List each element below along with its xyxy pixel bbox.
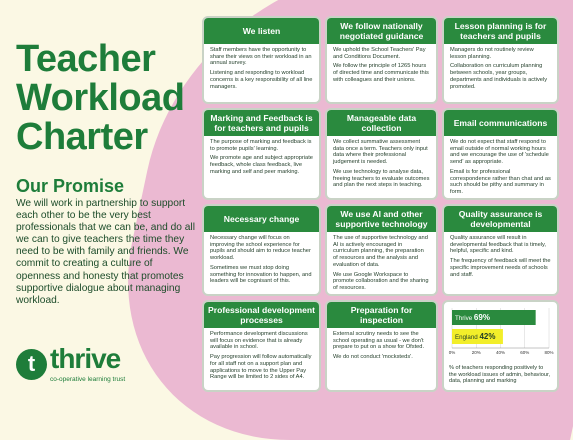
card-title: We listen [204, 18, 319, 44]
card-text: Email is for professional correspondence rather than chat and as such should be pithy and summary in form. [450, 168, 551, 195]
bar-label [455, 313, 490, 322]
x-tick-label: 80% [544, 350, 554, 355]
workload-bar-chart [444, 302, 557, 360]
title-line-1: Teacher [16, 38, 156, 80]
page-title [16, 40, 196, 157]
promise-heading: Our Promise [16, 176, 125, 196]
card-inspection [325, 300, 438, 392]
card-text: Performance development discussions will focus on evidence that is already available in school. [210, 331, 308, 351]
card-ai-technology [325, 204, 438, 296]
card-text: We do not conduct 'mocksteds'. [333, 354, 413, 361]
card-title: Manageable data collection [327, 110, 436, 136]
card-text: We follow the principle of 1265 hours of directed time and communicate this with colleagues and their unions. [333, 63, 429, 83]
title-line-2: Workload [16, 77, 185, 119]
title-line-3: Charter [16, 116, 148, 158]
x-tick-label: 60% [520, 350, 530, 355]
card-title: Email communications [444, 110, 557, 136]
card-text: We use Google Workspace to promote collaboration and the sharing of resources. [333, 271, 429, 291]
card-necessary-change [202, 204, 321, 296]
card-text: We use technology to analyse data, freeing teachers to evaluate outcomes and plan the next steps in teaching. [333, 168, 430, 189]
card-text: We promote age and subject appropriate feedback, whole class feedback, live marking and self and peer marking. [210, 155, 313, 175]
card-lesson-planning [442, 16, 559, 104]
card-text: Managers do not routinely review lesson planning. [450, 47, 534, 60]
card-title: We follow nationally negotiated guidance [327, 18, 436, 44]
card-email [442, 108, 559, 200]
card-quality-assurance [442, 204, 559, 296]
card-text: We do not expect that staff respond to email outside of normal working hours and we encourage the use of 'schedule send' as appropriate. [450, 139, 549, 166]
logo-mark: t [16, 349, 47, 380]
card-text: We uphold the School Teachers' Pay and Conditions Document. [333, 47, 426, 60]
card-title: Quality assurance is developmental [444, 206, 557, 232]
card-title: Professional development processes [204, 302, 319, 328]
card-text: Staff members have the opportunity to share their views on their workload in an annual survey. [210, 47, 312, 67]
bar-category-label: Thrive [455, 315, 474, 322]
logo-wordmark: thrive [50, 343, 121, 374]
card-title: Necessary change [204, 206, 319, 232]
card-we-listen [202, 16, 321, 104]
chart-caption: % of teachers responding positively to the workload issues of admin, behaviour, data, planning and marking [449, 365, 551, 385]
card-text: The use of supportive technology and AI is actively encouraged in curriculum planning, the preparation of resources and the analysis and evaluation of data. [333, 235, 428, 268]
bar-label [455, 332, 495, 341]
card-data-collection [325, 108, 438, 200]
bar-value-label: 69% [473, 313, 490, 322]
card-text: The frequency of feedback will meet the specific improvement needs of schools and staff. [450, 258, 551, 278]
card-national-guidance [325, 16, 438, 104]
card-text: Listening and responding to workload concerns is a key responsibility of all line managers. [210, 70, 313, 90]
x-tick-label: 20% [471, 350, 481, 355]
card-title: Marking and Feedback is for teachers and pupils [204, 110, 319, 136]
card-text: Quality assurance will result in developmental feedback that is timely, helpful, specific and kind. [450, 235, 547, 255]
bar-category-label: England [455, 334, 480, 341]
card-text: Necessary change will focus on improving the school experience for pupils and should aim to reduce teacher workload. [210, 235, 311, 262]
x-tick-label: 40% [495, 350, 506, 355]
card-text: Collaboration on curriculum planning between schools, year groups, departments and individuals is actively promoted. [450, 63, 548, 90]
card-workload-chart [442, 300, 559, 392]
x-tick-label: 0% [448, 350, 456, 355]
promise-text: We will work in partnership to support each other to be the very best professionals that we can be, and do all we can to give teachers the time they need to be with family and friends. We commit to creating a culture of openness and honesty that promotes supportive dialogue about managing workload. [16, 198, 195, 306]
card-text: The purpose of marking and feedback is to promote pupils' learning. [210, 139, 312, 152]
logo-tagline: co-operative learning trust [50, 376, 126, 383]
card-title: Preparation for inspection [327, 302, 436, 328]
card-text: We collect summative assessment data once a term. Teachers only input data where their professional judgement is needed. [333, 139, 428, 166]
card-marking-feedback [202, 108, 321, 200]
card-text: External scrutiny needs to see the school operating as usual - we don't prepare to put on a show for Ofsted. [333, 331, 425, 351]
card-text: Pay progression will follow automatically for all staff not on a support plan and applications to move to the Upper Pay Range will be limited to 2 sides of A4. [210, 354, 312, 381]
bar-value-label: 42% [479, 332, 496, 341]
card-text: Sometimes we must stop doing something for innovation to happen, and leaders will be cognisant of this. [210, 264, 312, 285]
thrive-logo [16, 343, 156, 388]
card-professional-development [202, 300, 321, 392]
card-title: Lesson planning is for teachers and pupils [444, 18, 557, 44]
card-title: We use AI and other supportive technology [327, 206, 436, 232]
